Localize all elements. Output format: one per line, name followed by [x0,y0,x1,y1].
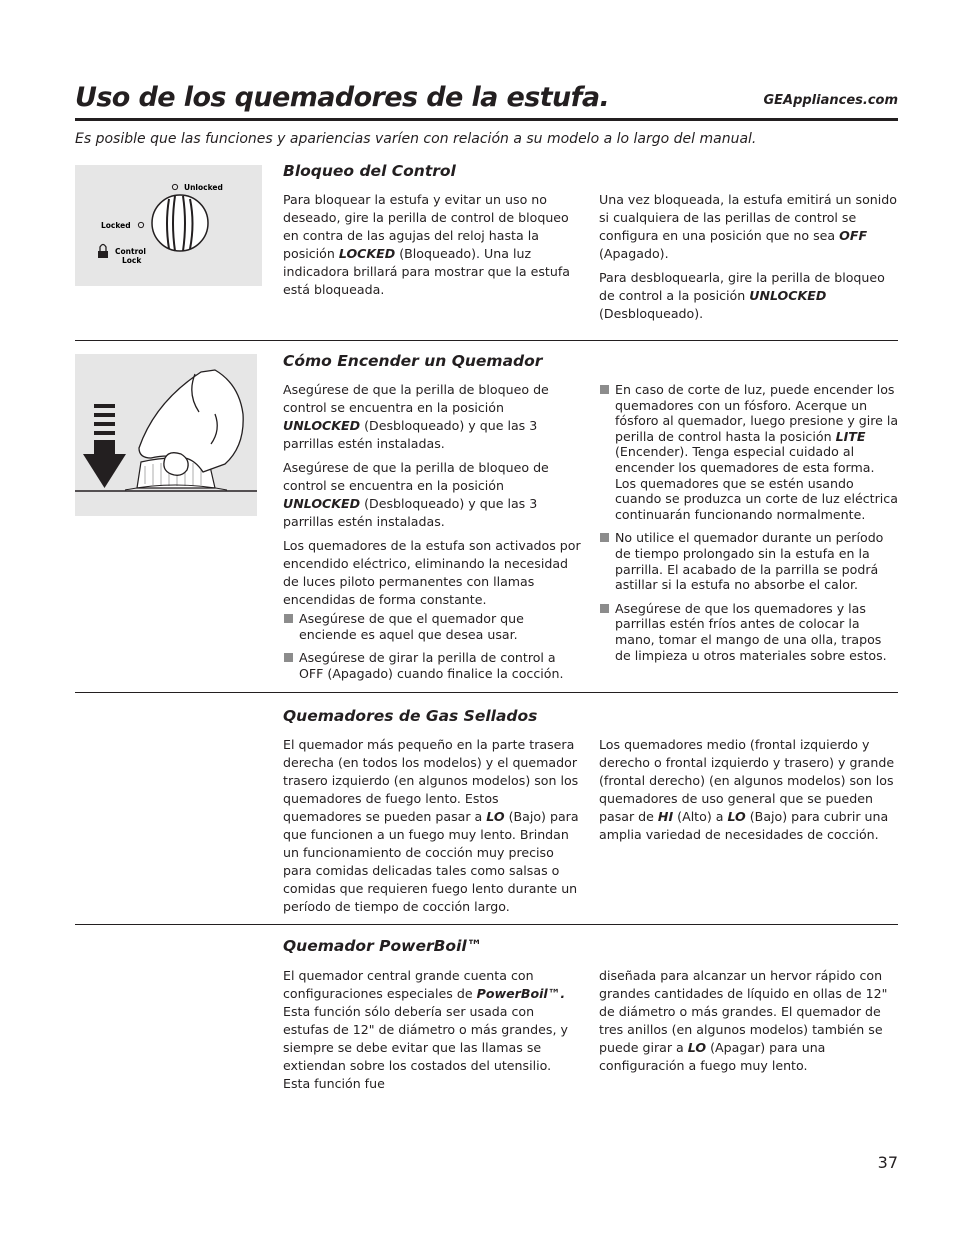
list-item: Asegúrese de girar la perilla de control a OFF (Apagado) cuando finalice la cocción. [283,650,581,681]
section-divider [75,692,898,693]
push-down-arrow-icon [83,404,126,488]
list-item: Asegúrese de que el quemador que enciende es aquel que desea usar. [283,611,581,642]
powerboil-column-1 [283,967,581,1099]
paragraph: Los quemadores de la estufa son activados por encendido eléctrico, eliminando la necesidad de luces piloto permanentes con llamas encendidas de forma constante. [283,538,581,607]
encender-column-2 [599,382,899,671]
paragraph: Asegúrese de que la perilla de bloqueo de control se encuentra en la posición UNLOCKED (Desbloqueado) y que las 3 parrillas estén instaladas. [283,460,549,529]
square-bullet-icon [600,604,609,613]
section-heading-encender: Cómo Encender un Quemador [283,352,543,370]
padlock-icon [98,245,108,259]
paragraph: Una vez bloqueada, la estufa emitirá un sonido si cualquiera de las perillas de control se configura en una posición que no sea OFF (Apagado). [599,192,897,261]
paragraph: Asegúrese de que la perilla de bloqueo de control se encuentra en la posición UNLOCKED (Desbloqueado) y que las 3 parrillas estén instaladas. [283,382,549,451]
burner-ignite-figure [75,354,257,516]
lock-knob-icon [152,195,208,251]
intro-note: Es posible que las funciones y apariencias varíen con relación a su modelo a lo largo del manual. [75,131,757,147]
paragraph: Los quemadores medio (frontal izquierdo y derecho o frontal izquierdo y trasero) y grande (frontal derecho) (en algunos modelos) son los quemadores de uso general que se pueden pasar de HI (Alto) a LO (Bajo) para cubrir una amplia variedad de necesidades de cocción. [599,737,895,842]
section-divider [75,924,898,925]
website-url: GEAppliances.com [763,93,898,108]
page-number: 37 [877,1153,898,1172]
powerboil-column-2 [599,967,899,1081]
list-item: No utilice el quemador durante un período de tiempo prolongado sin la estufa en la parrilla. El acabado de la parrilla se podrá astillar si la estufa no absorbe el calor. [599,530,899,592]
section-heading-powerboil: Quemador PowerBoil™ [283,937,483,955]
sellados-column-2 [599,736,899,850]
paragraph: El quemador más pequeño en la parte trasera derecha (en todos los modelos) y el quemador trasero izquierdo (en algunos modelos) son los quemadores de fuego lento. Estos quemadores se pueden pasar a LO (Bajo) para que funcionen a un fuego muy lento. Brindan un funcionamiento de cocción muy preciso para comidas delicadas tales como salsas o comidas que requieren fuego lento durante un período de tiempo de cocción largo. [283,737,579,914]
page-title: Uso de los quemadores de la estufa. [75,82,610,113]
square-bullet-icon [284,614,293,623]
section-heading-sellados: Quemadores de Gas Sellados [283,707,538,725]
list-item: Asegúrese de que los quemadores y las parrillas estén fríos antes de colocar la mano, tomar el mango de una olla, trapos de limpieza u otros materiales sobre estos. [599,601,899,663]
bloqueo-column-1 [283,191,581,305]
bullet-list [599,382,899,663]
encender-column-1 [283,381,581,689]
section-divider [75,340,898,341]
square-bullet-icon [284,653,293,662]
lock-knob-figure [75,165,262,286]
list-item: En caso de corte de luz, puede encender los quemadores con un fósforo. Acerque un fósforo al quemador, luego presione y gire la perilla de control hasta la posición LITE (Encender). Tenga especial cuidado al encender los quemadores de esta forma. Los quemadores que se estén usando cuando se produzca un corte de luz eléctrica continuarán funcionando normalmente. [599,382,899,522]
sellados-column-1 [283,736,581,922]
control-label: Control [115,247,147,256]
paragraph: Para desbloquearla, gire la perilla de bloqueo de control a la posición UNLOCKED (Desbloqueado). [599,270,885,321]
bloqueo-column-2 [599,191,899,329]
header-rule [75,118,898,121]
square-bullet-icon [600,533,609,542]
section-heading-bloqueo: Bloqueo del Control [283,162,456,180]
unlocked-label: Unlocked [184,183,223,192]
square-bullet-icon [600,385,609,394]
lock-label: Lock [122,256,142,265]
locked-label: Locked [101,221,131,230]
paragraph: diseñada para alcanzar un hervor rápido con grandes cantidades de líquido en ollas de 12" de diámetro o más grandes. El quemador de tres anillos (en algunos modelos) también se puede girar a LO (Apagar) para una configuración a fuego muy lento. [599,968,888,1073]
paragraph: El quemador central grande cuenta con configuraciones especiales de PowerBoil™. Esta función sólo debería ser usada con estufas de 12" de diámetro o más grandes, y siempre se debe evitar que las llamas se extiendan sobre los costados del utensilio. Esta función fue [283,968,568,1091]
bullet-list [283,611,581,681]
paragraph: Para bloquear la estufa y evitar un uso no deseado, gire la perilla de control de bloqueo en contra de las agujas del reloj hasta la posición LOCKED (Bloqueado). Una luz indicadora brillará para mostrar que la estufa está bloqueada. [283,192,570,297]
